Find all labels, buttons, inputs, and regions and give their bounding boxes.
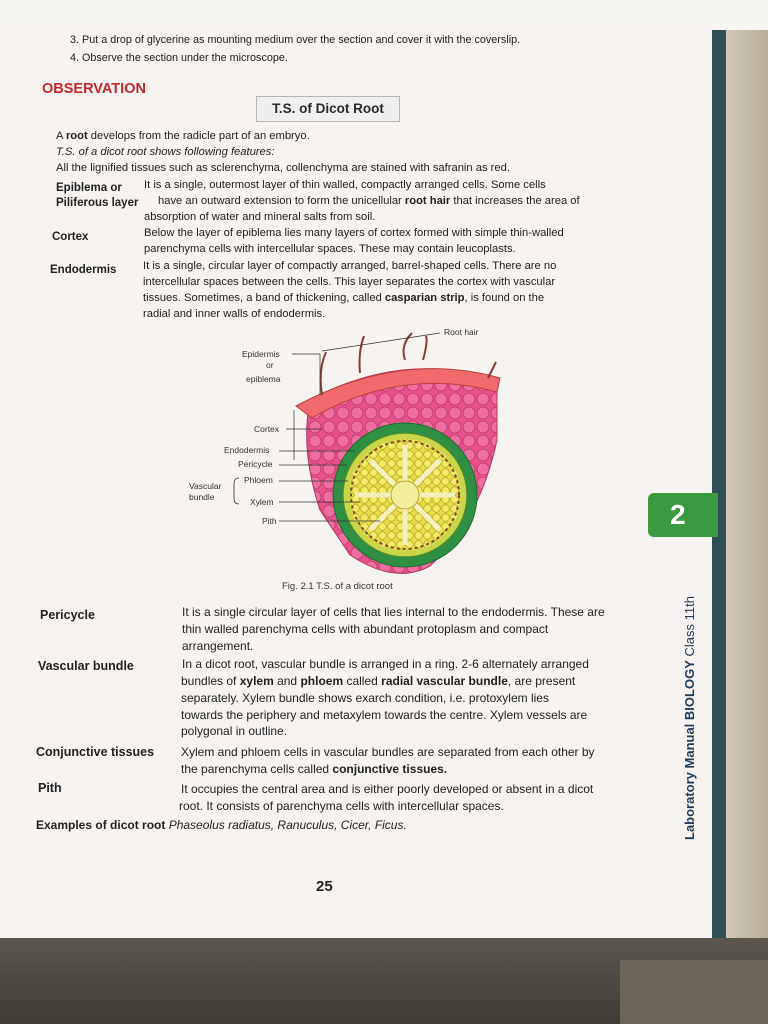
label-endodermis: Endodermis: [224, 445, 270, 455]
cortex-label: Cortex: [52, 231, 89, 243]
intro-line-3: All the lignified tissues such as sclerenchyma, collenchyma are stained with safranin as red.: [56, 162, 510, 174]
vascular-line-1: In a dicot root, vascular bundle is arranged in a ring. 2-6 alternately arranged: [182, 657, 589, 671]
label-xylem: Xylem: [250, 497, 274, 507]
epiblema-line-2: have an outward extension to form the unicellular root hair that increases the area of: [158, 195, 580, 207]
conjunctive-line-2: the parenchyma cells called conjunctive tissues.: [181, 762, 448, 776]
pith-center: [391, 481, 419, 509]
observation-heading: OBSERVATION: [42, 81, 146, 97]
endodermis-label: Endodermis: [50, 264, 117, 276]
epiblema-label-2: Piliferous layer: [56, 197, 139, 209]
intro-line-2: T.S. of a dicot root shows following features:: [56, 146, 275, 158]
label-pith: Pith: [262, 516, 277, 526]
label-root-hair: Root hair: [444, 327, 479, 337]
endodermis-line-2: intercellular spaces between the cells. This layer separates the cortex with vascular: [143, 276, 556, 288]
endodermis-line-4: radial and inner walls of endodermis.: [143, 308, 326, 320]
page-number: 25: [316, 878, 333, 895]
endodermis-line-1: It is a single, circular layer of compactly arranged, barrel-shaped cells. There are no: [143, 260, 557, 272]
label-phloem: Phloem: [244, 475, 273, 485]
conjunctive-label: Conjunctive tissues: [36, 745, 155, 759]
cortex-line-1: Below the layer of epiblema lies many layers of cortex formed with simple thin-walled: [144, 227, 564, 239]
epiblema-line-1: It is a single, outermost layer of thin walled, compactly arranged cells. Some cells: [144, 179, 546, 191]
vascular-bundle-label: Vascular bundle: [38, 659, 134, 673]
label-epiblema: epiblema: [246, 374, 281, 384]
epiblema-line-3: absorption of water and mineral salts from soil.: [144, 211, 376, 223]
cortex-line-2: parenchyma cells with intercellular spaces. These may contain leucoplasts.: [144, 243, 516, 255]
root-hair-4: [423, 336, 427, 360]
step-3: 3. Put a drop of glycerine as mounting medium over the section and cover it with the coverslip.: [70, 34, 521, 46]
pith-label: Pith: [38, 781, 62, 795]
root-hair-1: [321, 352, 326, 395]
label-bundle: bundle: [189, 492, 215, 502]
vascular-line-5: polygonal in outline.: [181, 724, 288, 738]
intro-line-1: A root develops from the radicle part of an embryo.: [56, 130, 310, 142]
step-4: 4. Observe the section under the microscope.: [70, 52, 288, 64]
section-title: T.S. of Dicot Root: [256, 96, 400, 122]
endodermis-line-3: tissues. Sometimes, a band of thickening, called casparian strip, is found on the: [143, 292, 545, 304]
epiblema-label-1: Epiblema or: [56, 182, 122, 194]
figure-caption: Fig. 2.1 T.S. of a dicot root: [282, 581, 393, 592]
vascular-line-2: bundles of xylem and phloem called radial vascular bundle, are present: [181, 674, 576, 688]
label-cortex: Cortex: [254, 424, 280, 434]
side-title: Laboratory Manual BIOLOGY Class 11th: [682, 596, 697, 840]
label-epidermis: Epidermis: [242, 349, 280, 359]
root-hair-3: [404, 333, 412, 360]
vascular-line-3: separately. Xylem bundle shows exarch condition, i.e. protoxylem lies: [181, 691, 549, 705]
pericycle-line-1: It is a single circular layer of cells that lies internal to the endodermis. These are: [182, 605, 605, 619]
pericycle-label: Pericycle: [40, 608, 95, 622]
pith-line-2: root. It consists of parenchyma cells with intercellular spaces.: [179, 799, 504, 813]
examples-line: Examples of dicot root Phaseolus radiatus, Ranuculus, Cicer, Ficus.: [36, 818, 407, 832]
label-or: or: [266, 360, 274, 370]
pericycle-line-2: thin walled parenchyma cells with abundant protoplasm and compact: [182, 622, 549, 636]
conjunctive-line-1: Xylem and phloem cells in vascular bundles are separated from each other by: [181, 745, 595, 759]
pericycle-line-3: arrangement.: [182, 639, 254, 653]
vascular-line-4: towards the periphery and metaxylem towards the centre. Xylem vessels are: [181, 708, 588, 722]
label-pericycle: Pericycle: [238, 459, 273, 469]
root-hair-2: [360, 336, 365, 373]
pith-line-1: It occupies the central area and is either poorly developed or absent in a dicot: [181, 782, 594, 796]
label-vascular: Vascular: [189, 481, 222, 491]
chapter-tab: 2: [648, 493, 718, 537]
